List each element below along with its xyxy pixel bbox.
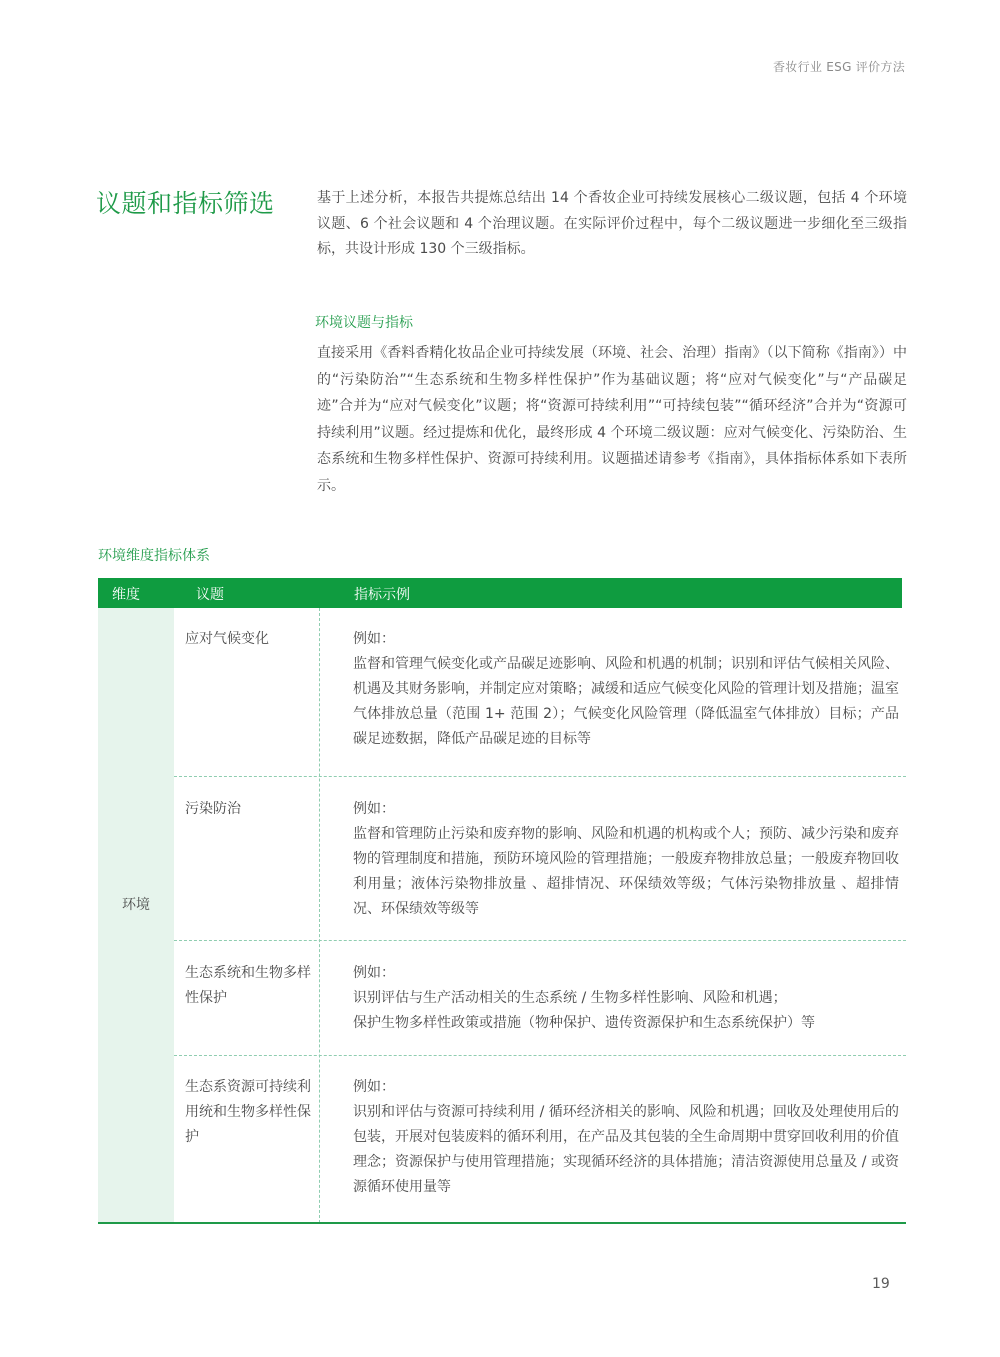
indicator-cell xyxy=(353,797,899,922)
indicator-cell xyxy=(353,961,899,1036)
dimension-label: 环境 xyxy=(122,897,150,913)
row-divider xyxy=(174,940,906,941)
dimension-cell xyxy=(98,608,174,1223)
table-header-row xyxy=(98,578,902,608)
environment-subheading: 环境议题与指标 xyxy=(315,315,413,331)
topic-cell: 应对气候变化 xyxy=(185,631,269,647)
indicator-text: 识别评估与生产活动相关的生态系统 / 生物多样性影响、风险和机遇； xyxy=(353,990,787,1006)
row-divider xyxy=(174,1055,906,1056)
indicator-text: 识别和评估与资源可持续利用 / 循环经济相关的影响、风险和机遇；回收及处理使用后的包装，开展对包装废料的循环利用，在产品及其包装的全生命周期中贯穿回收利用的价值理念；资源保护与使用管理措施；实现循环经济的具体措施；清洁资源使用总量及 / 或资源循环使用量等 xyxy=(353,1104,899,1195)
example-label: 例如： xyxy=(353,965,395,981)
header-indicators: 指标示例 xyxy=(354,587,410,603)
example-label: 例如： xyxy=(353,801,395,817)
indicator-cell xyxy=(353,627,899,752)
header-topic: 议题 xyxy=(196,587,224,603)
section-title: 议题和指标筛选 xyxy=(96,189,275,218)
page-number: 19 xyxy=(872,1276,890,1292)
intro-paragraph: 基于上述分析，本报告共提炼总结出 14 个香妆企业可持续发展核心二级议题，包括 4 个环境议题、6 个社会议题和 4 个治理议题。在实际评价过程中，每个二级议题进一步细化至三级指标，共设计形成 130 个三级指标。 xyxy=(317,190,907,257)
row-divider xyxy=(174,776,906,777)
table-caption: 环境维度指标体系 xyxy=(98,548,210,564)
header-dimension: 维度 xyxy=(112,587,140,603)
topic-cell: 生态系统和生物多样性保护 xyxy=(185,965,311,1006)
topic-cell: 生态系资源可持续利用统和生物多样性保护 xyxy=(185,1079,311,1145)
column-divider xyxy=(319,608,320,1223)
indicator-text: 监督和管理防止污染和废弃物的影响、风险和机遇的机构或个人；预防、减少污染和废弃物的管理制度和措施，预防环境风险的管理措施；一般废弃物排放总量；一般废弃物回收利用量；液体污染物排放量 、超排情况、环保绩效等级；气体污染物排放量 、超排情况、环保绩效等级等 xyxy=(353,826,899,917)
table-bottom-rule xyxy=(98,1222,906,1224)
topic-cell: 污染防治 xyxy=(185,801,241,817)
indicator-cell xyxy=(353,1075,899,1200)
running-header: 香妆行业 ESG 评价方法 xyxy=(772,60,905,74)
environment-paragraph: 直接采用《香料香精化妆品企业可持续发展（环境、社会、治理）指南》（以下简称《指南》）中的“污染防治”“生态系统和生物多样性保护”作为基础议题；将“应对气候变化”与“产品碳足迹”合并为“应对气候变化”议题；将“资源可持续利用”“可持续包装”“循环经济”合并为“资源可持续利用”议题。经过提炼和优化，最终形成 4 个环境二级议题：应对气候变化、污染防治、生态系统和生物多样性保护、资源可持续利用。议题描述请参考《指南》，具体指标体系如下表所示。 xyxy=(317,345,907,494)
indicator-text: 监督和管理气候变化或产品碳足迹影响、风险和机遇的机制；识别和评估气候相关风险、机遇及其财务影响，并制定应对策略；减缓和适应气候变化风险的管理计划及措施；温室气体排放总量（范围 1+ 范围 2）；气候变化风险管理（降低温室气体排放）目标；产品碳足迹数据，降低产品碳足迹的目标等 xyxy=(353,656,899,747)
example-label: 例如： xyxy=(353,1079,395,1095)
example-label: 例如： xyxy=(353,631,395,647)
indicator-text-line2: 保护生物多样性政策或措施（物种保护、遗传资源保护和生态系统保护）等 xyxy=(353,1015,815,1031)
